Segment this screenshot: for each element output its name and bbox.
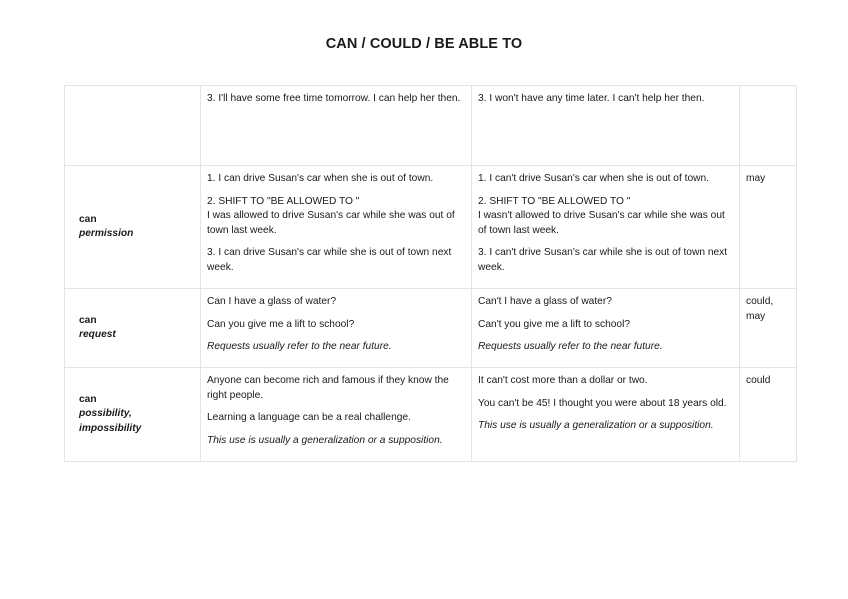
example-text: Can't you give me a lift to school? [478,318,631,330]
alternative-text: could, [746,296,774,307]
use-cell [65,368,201,462]
page-title: CAN / COULD / BE ABLE TO [325,36,523,52]
example-text: Learning a language can be a real challenge. [207,412,411,423]
alternative-text: could [746,375,771,386]
use-cell [65,289,201,368]
negative-cell [472,368,740,462]
example-text: 1. I can drive Susan's car when she is out of town. [207,173,434,184]
example-block [478,195,733,239]
example-text: 3. I'll have some free time tomorrow. I can help her then. [207,93,461,104]
alternatives-cell [740,166,797,289]
example-text: 3. I can't drive Susan's car while she is out of town next week. [478,247,728,273]
alternatives-cell [740,368,797,462]
use-meaning: possibility, [79,408,132,420]
usage-note: Requests usually refer to the near future. [207,341,392,352]
use-meaning: permission [79,228,134,239]
usage-note: This use is usually a generalization or a supposition. [478,420,714,431]
affirmative-cell [201,368,472,462]
use-name: can [79,393,97,405]
use-name: can [79,213,97,225]
example-text: 1. I can't drive Susan's car when she is out of town. [478,173,709,184]
example-text: Anyone can become rich and famous if they know the right people. [207,375,449,401]
example-text: 3. I won't have any time later. I can't help her then. [478,93,705,104]
table-row [65,166,797,289]
alternatives-cell [740,86,797,166]
example-text: 3. I can drive Susan's car while she is out of town next week. [207,247,452,273]
use-meaning: request [79,329,116,340]
shift-heading: 2. SHIFT TO "BE ALLOWED TO " [478,195,631,207]
modal-verbs-table [64,85,797,462]
example-block [207,195,465,239]
example-text: You can't be 45! I thought you were about 18 years old. [478,397,727,409]
example-text: It can't cost more than a dollar or two. [478,375,648,386]
alternatives-cell [740,289,797,368]
affirmative-cell [201,166,472,289]
affirmative-cell [201,86,472,166]
alternative-text: may [746,173,766,184]
negative-cell [472,289,740,368]
use-name: can [79,314,97,326]
use-cell [65,166,201,289]
table-row [65,86,797,166]
alternative-text: may [746,310,766,322]
usage-note: This use is usually a generalization or a supposition. [207,434,443,446]
table-row [65,368,797,462]
example-text: Can't I have a glass of water? [478,296,612,307]
use-meaning: impossibility [79,422,142,434]
example-text: I was allowed to drive Susan's car while she was out of town last week. [207,210,455,236]
usage-note: Requests usually refer to the near future. [478,341,663,352]
shift-heading: 2. SHIFT TO "BE ALLOWED TO " [207,195,360,207]
example-text: Can I have a glass of water? [207,296,337,307]
affirmative-cell [201,289,472,368]
table-row [65,289,797,368]
negative-cell [472,86,740,166]
negative-cell [472,166,740,289]
example-text: I wasn't allowed to drive Susan's car while she was out of town last week. [478,210,725,236]
use-cell [65,86,201,166]
example-text: Can you give me a lift to school? [207,318,355,330]
